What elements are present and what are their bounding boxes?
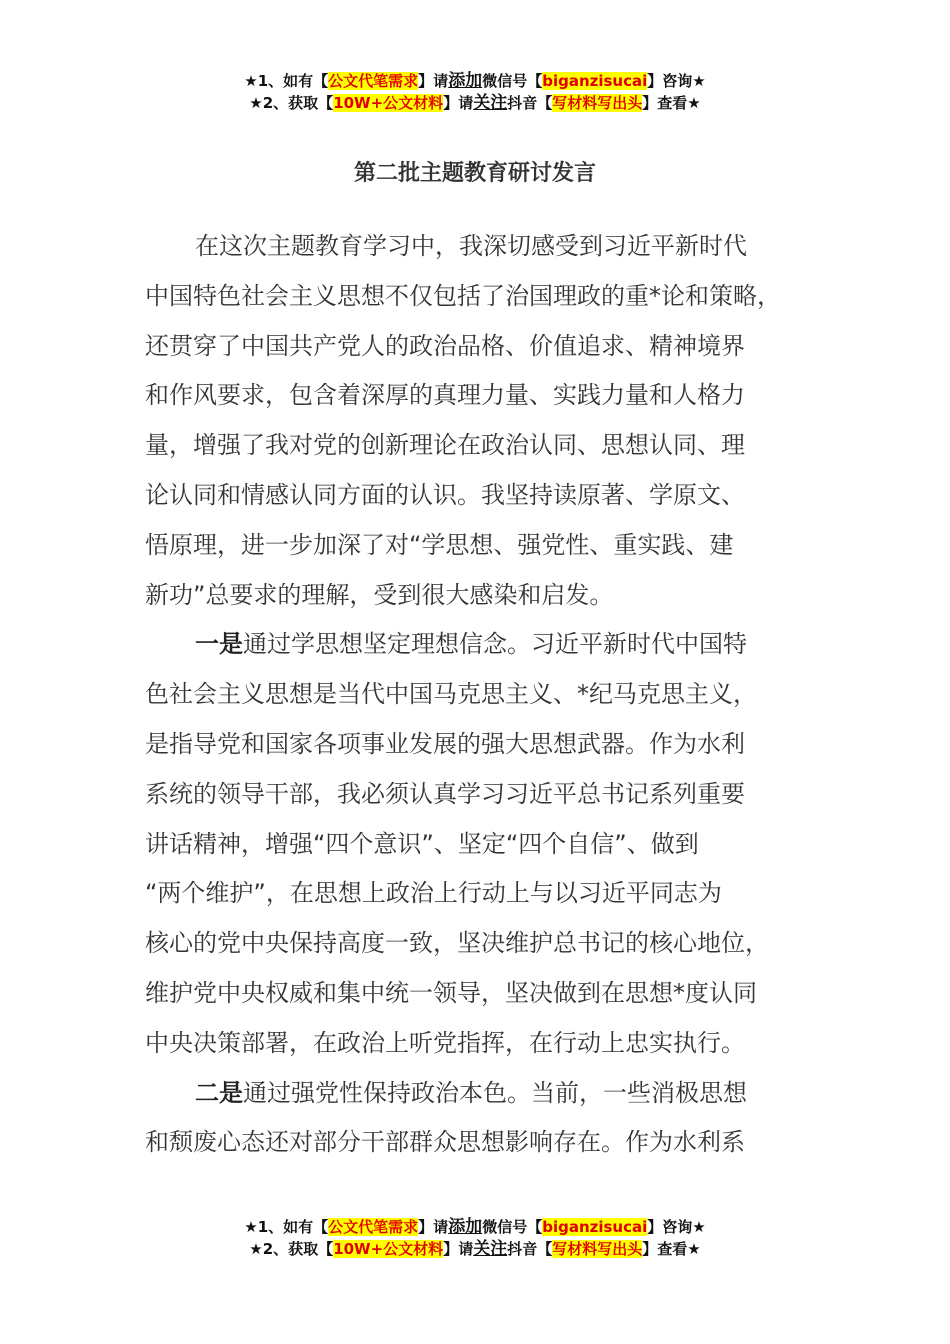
body-line: 讲话精神，增强“四个意识”、坚定“四个自信”、做到 xyxy=(145,829,699,858)
banner-text: 】查看★ xyxy=(642,94,701,112)
top-banner xyxy=(0,70,950,114)
paragraph-lead: 二是 xyxy=(195,1078,243,1107)
document-title: 第二批主题教育研讨发言 xyxy=(353,161,596,186)
banner-text: 】咨询★ xyxy=(647,1218,706,1236)
banner-highlight: 写材料写出头 xyxy=(552,94,643,112)
body-line: 色社会主义思想是当代中国马克思主义、*纪马克思主义， xyxy=(145,680,757,709)
banner-highlight: 公文代笔需求 xyxy=(328,72,419,90)
banner-text: ★1、如有【 xyxy=(244,72,329,90)
body-line: 和作风要求，包含着深厚的真理力量、实践力量和人格力 xyxy=(145,381,745,410)
banner-underline: 关注 xyxy=(473,1239,508,1259)
body-line: 悟原理，进一步加深了对“学思想、强党性、重实践、建 xyxy=(145,530,734,559)
banner-line-1 xyxy=(0,1216,950,1238)
banner-highlight: 10W+公文材料 xyxy=(333,94,444,112)
banner-text: ★2、获取【 xyxy=(249,1240,334,1258)
banner-line-1 xyxy=(0,70,950,92)
paragraph-one-first-line xyxy=(145,620,835,670)
banner-underline: 添加 xyxy=(448,1217,483,1237)
banner-text: 】请 xyxy=(443,1240,474,1258)
banner-highlight: 写材料写出头 xyxy=(552,1240,643,1258)
banner-text: ★1、如有【 xyxy=(244,1218,329,1236)
banner-text: 抖音【 xyxy=(507,94,553,112)
body-line: 还贯穿了中国共产党人的政治品格、价值追求、精神境界 xyxy=(145,331,745,360)
body-text: 通过学思想坚定理想信念。习近平新时代中国特 xyxy=(243,630,747,659)
body-line: 在这次主题教育学习中，我深切感受到习近平新时代 xyxy=(195,232,747,260)
banner-text: 】请 xyxy=(443,94,474,112)
bottom-banner xyxy=(0,1216,950,1260)
banner-text: 】查看★ xyxy=(642,1240,701,1258)
body-line: 和颓废心态还对部分干部群众思想影响存在。作为水利系 xyxy=(145,1128,745,1157)
banner-highlight: biganzisucai xyxy=(542,72,648,90)
body-line: 中央决策部署，在政治上听党指挥，在行动上忠实执行。 xyxy=(145,1028,745,1057)
body-line: 中国特色社会主义思想不仅包括了治国理政的重*论和策略， xyxy=(145,281,781,310)
body-line: 论认同和情感认同方面的认识。我坚持读原著、学原文、 xyxy=(145,480,745,509)
banner-text: ★2、获取【 xyxy=(249,94,334,112)
body-line: 核心的党中央保持高度一致，坚决维护总书记的核心地位， xyxy=(145,929,769,958)
banner-text: 】请 xyxy=(418,1218,449,1236)
banner-text: 】请 xyxy=(418,72,449,90)
document-body xyxy=(145,222,835,1168)
body-line: 系统的领导干部，我必须认真学习习近平总书记系列重要 xyxy=(145,779,745,808)
body-line: 是指导党和国家各项事业发展的强大思想武器。作为水利 xyxy=(145,729,745,758)
body-line: 新功”总要求的理解，受到很大感染和启发。 xyxy=(145,580,614,609)
body-line: “两个维护”，在思想上政治上行动上与以习近平同志为 xyxy=(145,879,722,908)
paragraph-two-first-line xyxy=(145,1069,835,1119)
banner-highlight: 10W+公文材料 xyxy=(333,1240,444,1258)
banner-highlight: 公文代笔需求 xyxy=(328,1218,419,1236)
paragraph-lead: 一是 xyxy=(195,630,243,659)
banner-text: 】咨询★ xyxy=(647,72,706,90)
banner-line-2 xyxy=(0,92,950,114)
banner-text: 微信号【 xyxy=(482,1218,543,1236)
body-line: 量，增强了我对党的创新理论在政治认同、思想认同、理 xyxy=(145,431,745,460)
banner-text: 抖音【 xyxy=(507,1240,553,1258)
body-text: 通过强党性保持政治本色。当前，一些消极思想 xyxy=(243,1078,747,1107)
banner-text: 微信号【 xyxy=(482,72,543,90)
banner-highlight: biganzisucai xyxy=(542,1218,648,1236)
banner-line-2 xyxy=(0,1238,950,1260)
banner-underline: 添加 xyxy=(448,71,483,91)
body-line: 维护党中央权威和集中统一领导，坚决做到在思想*度认同 xyxy=(145,978,757,1007)
banner-underline: 关注 xyxy=(473,93,508,113)
